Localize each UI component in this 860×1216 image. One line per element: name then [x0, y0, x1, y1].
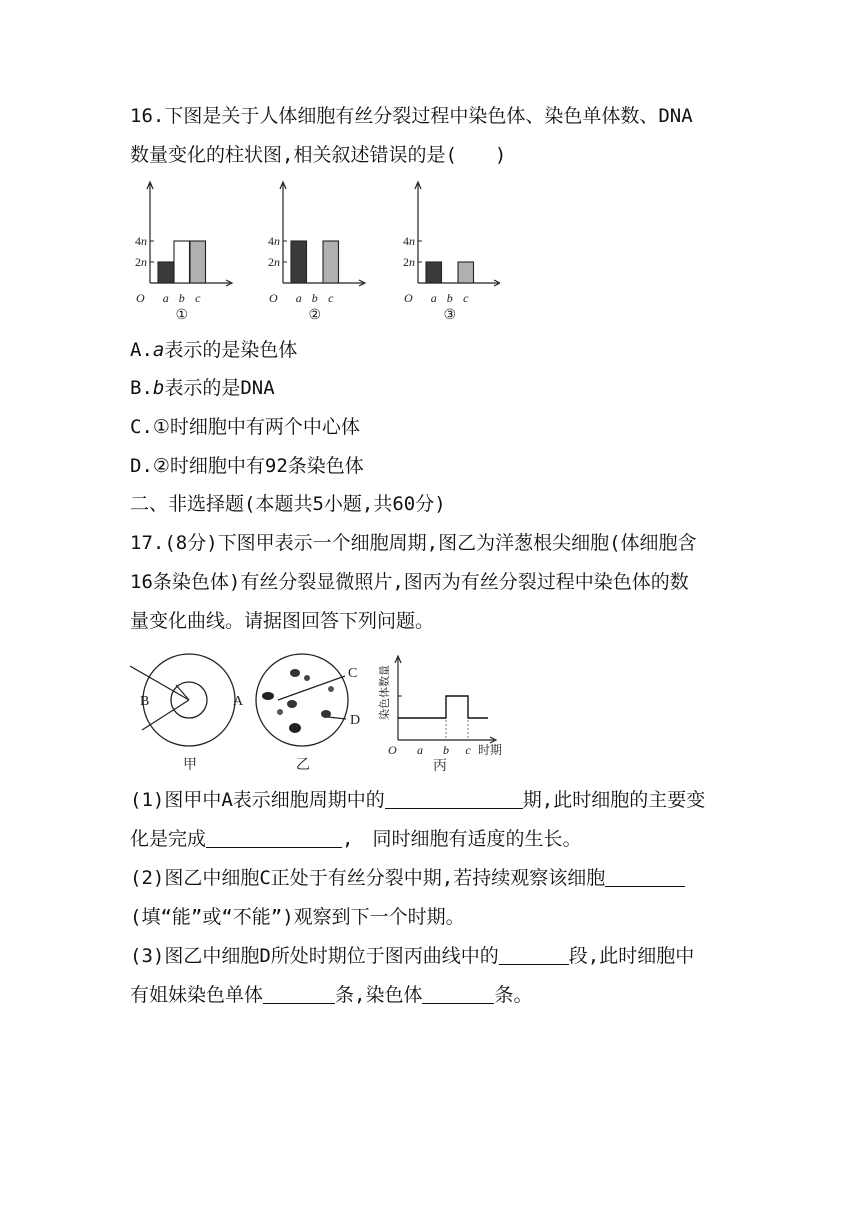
x-tick-label: a	[162, 291, 169, 305]
figure-bing-chromosome-curve	[370, 650, 510, 777]
bar-a	[426, 262, 442, 283]
x-tick-label: c	[328, 291, 334, 305]
answer-blank-2[interactable]	[206, 829, 342, 848]
q17-part1-line2: 化是完成 , 同时细胞有适度的生长。	[130, 828, 582, 850]
x-tick-label: b	[446, 291, 453, 305]
bar-c	[458, 262, 474, 283]
cell-blob	[289, 723, 301, 733]
cell-blob	[290, 669, 300, 677]
caption-jia: 甲	[183, 758, 197, 773]
answer-blank-4[interactable]	[499, 946, 569, 965]
figure-yi-micrograph	[250, 652, 370, 777]
y-tick-label: 2n	[268, 255, 280, 269]
answer-blank-6[interactable]	[422, 985, 494, 1004]
answer-blank-1[interactable]	[385, 790, 523, 809]
section2-heading: 二、非选择题(本题共5小题,共60分)	[130, 493, 446, 515]
origin-label: O	[404, 291, 413, 305]
x-tick-label: c	[195, 291, 201, 305]
bar-c	[323, 241, 339, 283]
q16-option-a: A.a表示的是染色体	[130, 339, 298, 361]
x-tick-label: b	[443, 743, 449, 757]
x-axis-label: 时期	[478, 743, 503, 757]
y-tick-label: 4n	[135, 234, 147, 248]
q17-stem-line3: 量变化曲线。请据图回答下列问题。	[130, 610, 435, 632]
chart-caption: ②	[308, 308, 322, 320]
cell-blob	[262, 692, 274, 700]
bar-chart-2	[268, 182, 365, 320]
x-tick-label: a	[295, 291, 302, 305]
label-c-leader	[278, 676, 345, 700]
y-tick-label: 2n	[135, 255, 147, 269]
cell-blob	[277, 709, 283, 715]
caption-yi: 乙	[296, 758, 310, 773]
radius-line	[176, 685, 189, 700]
cell-blob	[304, 675, 310, 681]
x-tick-label: a	[417, 743, 423, 757]
q16-bar-charts	[120, 178, 500, 320]
q16-stem-line1: 16.下图是关于人体细胞有丝分裂过程中染色体、染色单体数、DNA	[130, 105, 693, 127]
caption-bing: 丙	[433, 759, 447, 774]
origin-label: O	[269, 291, 278, 305]
x-tick-label: b	[178, 291, 185, 305]
label-a: A	[233, 694, 244, 709]
origin-label: O	[388, 743, 397, 757]
x-tick-label: c	[465, 743, 471, 757]
q17-stem-line1: 17.(8分)下图甲表示一个细胞周期,图乙为洋葱根尖细胞(体细胞含	[130, 532, 697, 554]
bar-a	[291, 241, 307, 283]
label-c: C	[348, 666, 358, 681]
y-tick-label: 2n	[403, 255, 415, 269]
label-d-leader	[328, 717, 346, 719]
label-b: B	[140, 694, 150, 709]
x-tick-label: c	[463, 291, 469, 305]
q16-option-c: C.①时细胞中有两个中心体	[130, 416, 360, 438]
q17-part3-line2: 有姐妹染色单体 条,染色体 条。	[130, 984, 533, 1006]
bar-b	[174, 241, 190, 283]
label-b-leader	[130, 666, 189, 700]
q16-option-d: D.②时细胞中有92条染色体	[130, 455, 364, 477]
variable-b: b	[152, 377, 165, 399]
answer-blank-3[interactable]	[605, 868, 685, 887]
figure-jia-cell-cycle	[130, 652, 250, 777]
bar-a	[158, 262, 174, 283]
q16-option-b: B.b表示的是DNA	[130, 377, 275, 399]
chart-caption: ①	[175, 308, 189, 320]
q16-stem-line2: 数量变化的柱状图,相关叙述错误的是( )	[130, 144, 507, 166]
q17-part1-line1: (1)图甲中A表示细胞周期中的 期,此时细胞的主要变	[130, 789, 706, 811]
answer-blank-5[interactable]	[263, 985, 335, 1004]
q17-part3-line1: (3)图乙中细胞D所处时期位于图丙曲线中的 段,此时细胞中	[130, 945, 695, 967]
y-tick-label: 4n	[403, 234, 415, 248]
variable-a: a	[152, 339, 165, 361]
bar-chart-1	[135, 182, 232, 320]
y-tick-label: 4n	[268, 234, 280, 248]
label-d: D	[350, 713, 361, 728]
x-tick-label: a	[430, 291, 437, 305]
bar-c	[190, 241, 206, 283]
origin-label: O	[136, 291, 145, 305]
cell-blob	[287, 700, 297, 708]
bar-chart-3	[403, 182, 500, 320]
q17-part2-line1: (2)图乙中细胞C正处于有丝分裂中期,若持续观察该细胞	[130, 866, 685, 890]
field-of-view-circle	[256, 654, 348, 746]
chromosome-curve	[398, 696, 488, 718]
x-tick-label: b	[311, 291, 318, 305]
y-axis-label: 染色体数量	[379, 665, 391, 720]
cell-blob	[328, 686, 334, 692]
q17-stem-line2: 16条染色体)有丝分裂显微照片,图丙为有丝分裂过程中染色体的数	[130, 571, 689, 593]
chart-caption: ③	[443, 308, 457, 320]
q17-part2-line2: (填“能”或“不能”)观察到下一个时期。	[130, 906, 465, 928]
